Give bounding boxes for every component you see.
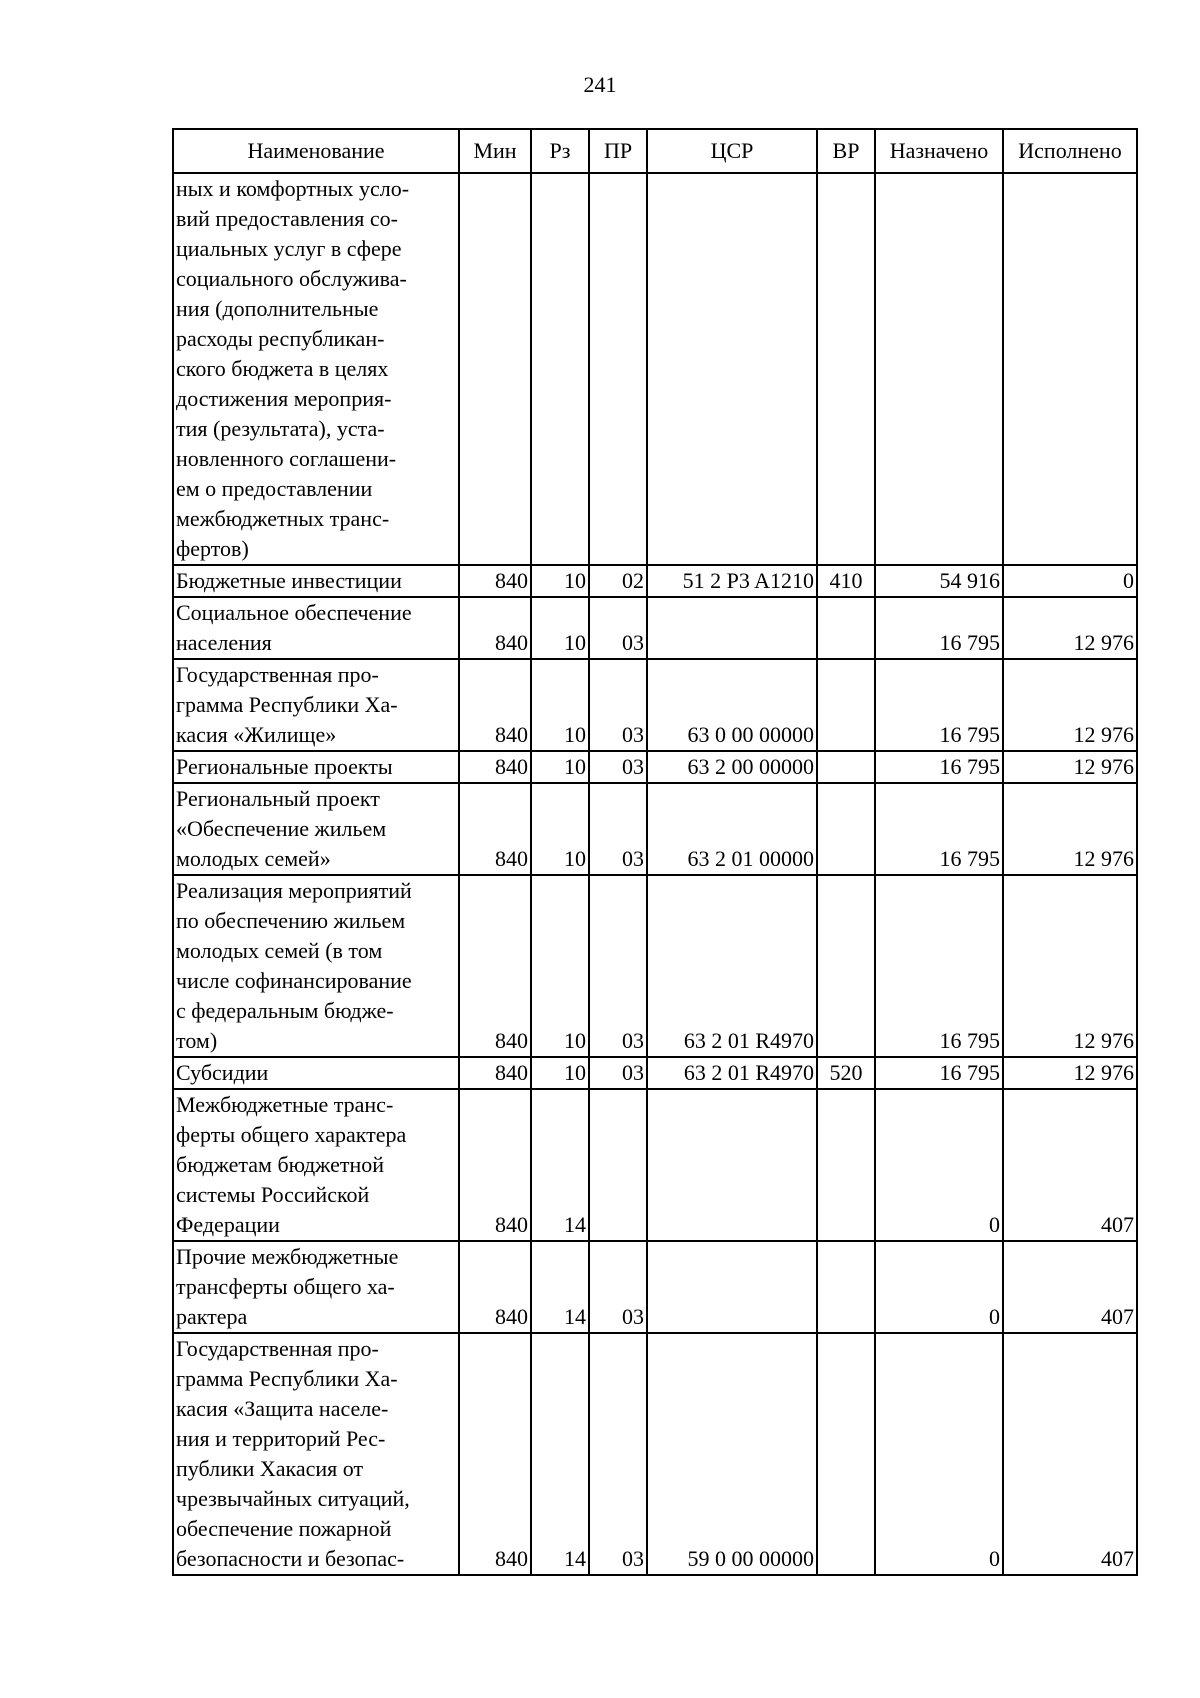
name-line: Бюджетные инвестиции: [176, 568, 402, 593]
name-line: молодых семей (в том: [176, 938, 383, 963]
cell-name: [173, 1333, 459, 1575]
name-line: тия (результата), уста-: [176, 416, 385, 441]
cell-csr: [647, 1089, 817, 1241]
cell-min: 840: [459, 1089, 531, 1241]
page-number: 241: [583, 72, 617, 97]
cell-executed: 12 976: [1003, 751, 1137, 783]
cell-min: 840: [459, 597, 531, 659]
name-line: достижения мероприя-: [176, 386, 392, 411]
cell-min: 840: [459, 1057, 531, 1089]
name-line: касия «Защита населе-: [176, 1396, 389, 1421]
cell-rz: 10: [531, 875, 589, 1057]
cell-assigned: 16 795: [875, 1057, 1003, 1089]
name-line: населения: [176, 630, 272, 655]
cell-executed: 407: [1003, 1241, 1137, 1333]
cell-vr: [817, 597, 875, 659]
name-line: фертов): [176, 536, 249, 561]
name-line: по обеспечению жильем: [176, 908, 406, 933]
cell-min: 840: [459, 783, 531, 875]
cell-name: [173, 565, 459, 597]
cell-min: [459, 173, 531, 565]
cell-csr: [647, 597, 817, 659]
cell-csr: 63 2 01 R4970: [647, 875, 817, 1057]
name-line: ского бюджета в целях: [176, 356, 389, 381]
cell-rz: 14: [531, 1333, 589, 1575]
name-line: касия «Жилище»: [176, 722, 337, 747]
cell-executed: 12 976: [1003, 875, 1137, 1057]
cell-name: [173, 1241, 459, 1333]
cell-pr: 02: [589, 565, 647, 597]
name-line: обеспечение пожарной: [176, 1516, 392, 1541]
name-line: ния (дополнительные: [176, 296, 379, 321]
cell-vr: [817, 1333, 875, 1575]
cell-assigned: 16 795: [875, 751, 1003, 783]
cell-executed: 12 976: [1003, 1057, 1137, 1089]
cell-vr: [817, 1089, 875, 1241]
header-csr: ЦСР: [647, 129, 817, 173]
name-line: социального обслужива-: [176, 266, 407, 291]
cell-executed: 12 976: [1003, 783, 1137, 875]
cell-name: [173, 783, 459, 875]
cell-pr: 03: [589, 597, 647, 659]
header-vr: ВР: [817, 129, 875, 173]
name-line: расходы республикан-: [176, 326, 385, 351]
cell-rz: 10: [531, 597, 589, 659]
budget-table: [172, 128, 1138, 1576]
table-row: [173, 597, 1137, 659]
header-assigned: Назначено: [875, 129, 1003, 173]
name-line: трансферты общего ха-: [176, 1274, 395, 1299]
cell-csr: 63 2 01 00000: [647, 783, 817, 875]
cell-executed: [1003, 173, 1137, 565]
name-line: Федерации: [176, 1212, 280, 1237]
table-row: [173, 1333, 1137, 1575]
table-row: [173, 1057, 1137, 1089]
cell-csr: [647, 173, 817, 565]
cell-assigned: 16 795: [875, 659, 1003, 751]
name-line: Социальное обеспечение: [176, 600, 412, 625]
cell-name: [173, 875, 459, 1057]
name-line: ем о предоставлении: [176, 476, 373, 501]
cell-rz: 10: [531, 783, 589, 875]
cell-pr: 03: [589, 875, 647, 1057]
name-line: грамма Республики Ха-: [176, 692, 398, 717]
table-row: [173, 659, 1137, 751]
name-line: Реализация мероприятий: [176, 878, 412, 903]
cell-assigned: 16 795: [875, 597, 1003, 659]
cell-name: [173, 597, 459, 659]
name-line: Региональный проект: [176, 786, 380, 811]
name-line: том): [176, 1028, 218, 1053]
cell-rz: 14: [531, 1089, 589, 1241]
cell-vr: [817, 659, 875, 751]
cell-vr: [817, 173, 875, 565]
cell-pr: 03: [589, 1333, 647, 1575]
cell-pr: 03: [589, 783, 647, 875]
cell-min: 840: [459, 659, 531, 751]
name-line: безопасности и безопас-: [176, 1546, 405, 1571]
name-line: рактера: [176, 1304, 248, 1329]
cell-pr: 03: [589, 1057, 647, 1089]
name-line: числе софинансирование: [176, 968, 412, 993]
name-line: Государственная про-: [176, 662, 379, 687]
name-line: ферты общего характера: [176, 1122, 407, 1147]
cell-pr: [589, 173, 647, 565]
cell-csr: 51 2 P3 A1210: [647, 565, 817, 597]
table-body: [173, 173, 1137, 1575]
cell-name: [173, 173, 459, 565]
cell-csr: [647, 1241, 817, 1333]
table-row: [173, 565, 1137, 597]
cell-csr: 63 0 00 00000: [647, 659, 817, 751]
cell-min: 840: [459, 1241, 531, 1333]
cell-assigned: 16 795: [875, 875, 1003, 1057]
table-row: [173, 173, 1137, 565]
name-line: Региональные проекты: [176, 754, 393, 779]
name-line: публики Хакасия от: [176, 1456, 364, 1481]
cell-vr: 410: [817, 565, 875, 597]
header-pr: ПР: [589, 129, 647, 173]
name-line: чрезвычайных ситуаций,: [176, 1486, 410, 1511]
cell-csr: 63 2 00 00000: [647, 751, 817, 783]
table-row: [173, 1089, 1137, 1241]
name-line: Прочие межбюджетные: [176, 1244, 399, 1269]
table-row: [173, 751, 1137, 783]
cell-pr: 03: [589, 751, 647, 783]
name-line: циальных услуг в сфере: [176, 236, 402, 261]
cell-min: 840: [459, 565, 531, 597]
cell-executed: 12 976: [1003, 597, 1137, 659]
name-line: Субсидии: [176, 1060, 269, 1085]
cell-vr: [817, 1241, 875, 1333]
cell-rz: 10: [531, 751, 589, 783]
header-min: Мин: [459, 129, 531, 173]
name-line: вий предоставления со-: [176, 206, 398, 231]
cell-pr: [589, 1089, 647, 1241]
cell-rz: 10: [531, 565, 589, 597]
table-row: [173, 875, 1137, 1057]
name-line: ния и территорий Рес-: [176, 1426, 386, 1451]
cell-pr: 03: [589, 1241, 647, 1333]
name-line: системы Российской: [176, 1182, 370, 1207]
name-line: бюджетам бюджетной: [176, 1152, 384, 1177]
cell-min: 840: [459, 751, 531, 783]
cell-min: 840: [459, 875, 531, 1057]
name-line: с федеральным бюдже-: [176, 998, 394, 1023]
table-header-row: [173, 129, 1137, 173]
cell-executed: 12 976: [1003, 659, 1137, 751]
cell-name: [173, 751, 459, 783]
cell-rz: 10: [531, 1057, 589, 1089]
name-line: «Обеспечение жильем: [176, 816, 387, 841]
table-row: [173, 783, 1137, 875]
cell-vr: [817, 875, 875, 1057]
name-line: Межбюджетные транс-: [176, 1092, 394, 1117]
cell-assigned: 0: [875, 1241, 1003, 1333]
name-line: грамма Республики Ха-: [176, 1366, 398, 1391]
cell-assigned: [875, 173, 1003, 565]
cell-vr: 520: [817, 1057, 875, 1089]
cell-assigned: 54 916: [875, 565, 1003, 597]
cell-csr: 63 2 01 R4970: [647, 1057, 817, 1089]
cell-name: [173, 1057, 459, 1089]
cell-rz: 10: [531, 659, 589, 751]
cell-pr: 03: [589, 659, 647, 751]
cell-min: 840: [459, 1333, 531, 1575]
cell-rz: [531, 173, 589, 565]
name-line: межбюджетных транс-: [176, 506, 390, 531]
cell-rz: 14: [531, 1241, 589, 1333]
name-line: ных и комфортных усло-: [176, 176, 410, 201]
cell-executed: 407: [1003, 1089, 1137, 1241]
header-rz: Рз: [531, 129, 589, 173]
cell-name: [173, 659, 459, 751]
cell-assigned: 0: [875, 1089, 1003, 1241]
cell-executed: 407: [1003, 1333, 1137, 1575]
cell-name: [173, 1089, 459, 1241]
name-line: Государственная про-: [176, 1336, 379, 1361]
cell-assigned: 16 795: [875, 783, 1003, 875]
cell-assigned: 0: [875, 1333, 1003, 1575]
cell-vr: [817, 783, 875, 875]
header-name: Наименование: [173, 129, 459, 173]
name-line: молодых семей»: [176, 846, 331, 871]
cell-csr: 59 0 00 00000: [647, 1333, 817, 1575]
cell-vr: [817, 751, 875, 783]
cell-executed: 0: [1003, 565, 1137, 597]
name-line: новленного соглашени-: [176, 446, 397, 471]
header-executed: Исполнено: [1003, 129, 1137, 173]
table-row: [173, 1241, 1137, 1333]
